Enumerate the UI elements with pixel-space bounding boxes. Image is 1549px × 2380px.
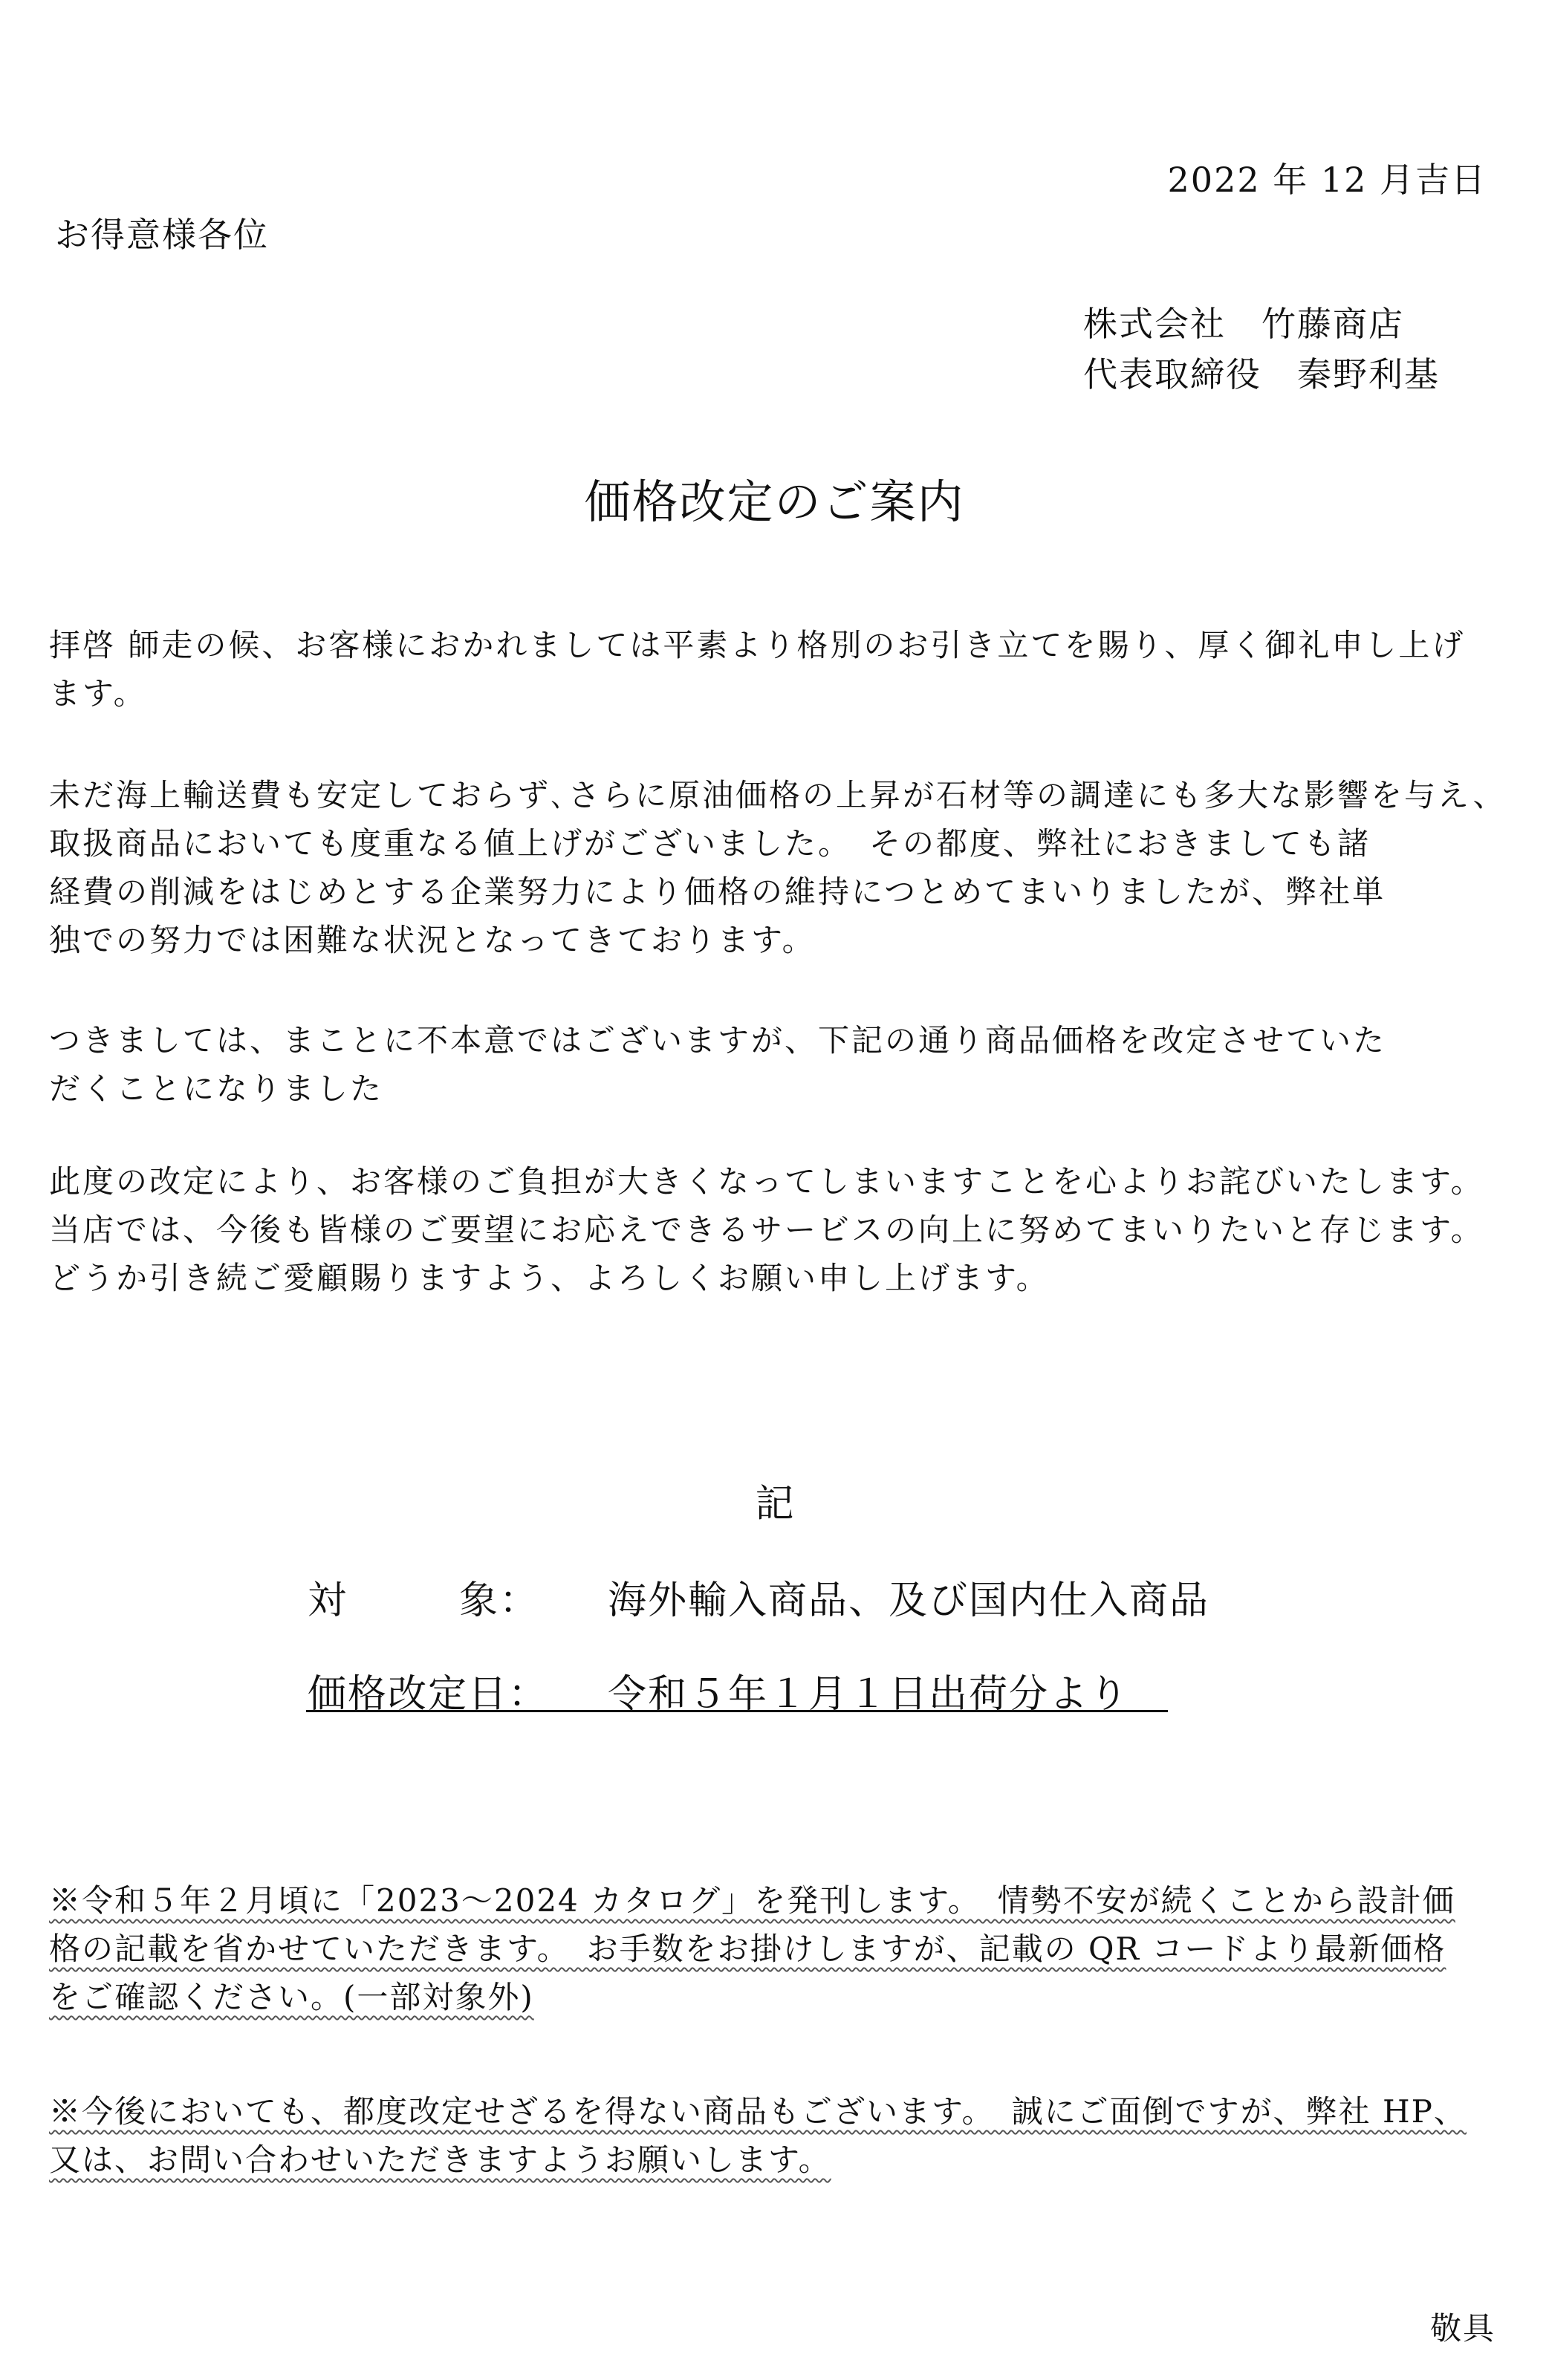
- closing-word: 敬具: [1429, 2310, 1496, 2347]
- greeting-paragraph: [49, 621, 1505, 718]
- body-line: 取扱商品においても度重なる値上げがございました。 その都度、弊社におきましても諸: [49, 825, 1371, 862]
- body-line: 独での努力では困難な状況となってきております。: [49, 922, 816, 958]
- reason-paragraph: [49, 771, 1505, 964]
- note-line: をご確認ください。(一部対象外): [49, 1979, 534, 2015]
- catalog-note: [49, 1876, 1505, 2021]
- body-line: 当店では、今後も皆様のご要望にお応えできるサービスの向上に努めてまいりたいと存じます。: [49, 1212, 1484, 1248]
- note-line: ※令和５年２月頃に「2023～2024 カタログ」を発刊します。 情勢不安が続くことから設計価: [49, 1882, 1455, 1919]
- target-label: [308, 1569, 539, 1625]
- body-line: ます。: [49, 675, 147, 712]
- sender-block: [1083, 299, 1440, 400]
- sender-representative: 代表取締役 秦野利基: [1083, 354, 1440, 394]
- body-line: 経費の削減をはじめとする企業努力により価格の維持につとめてまいりましたが、弊社単: [49, 874, 1386, 910]
- body-line: 未だ海上輸送費も安定しておらず､さらに原油価格の上昇が石材等の調達にも多大な影響を与え、: [49, 777, 1507, 813]
- revision-date-label: 価格改定日：: [308, 1672, 549, 1717]
- document-title: 価格改定のご案内: [584, 475, 965, 529]
- body-line: つきましては、まことに不本意ではございますが、下記の通り商品価格を改定させていた: [49, 1022, 1387, 1059]
- body-line: 拝啓 師走の候、お客様におかれましては平素より格別のお引き立てを賜り、厚く御礼申し上げ: [49, 627, 1466, 663]
- revision-date-underline: [306, 1710, 1168, 1712]
- target-value: 海外輸入商品、及び国内仕入商品: [608, 1578, 1210, 1623]
- revision-date-value: 令和５年１月１日出荷分より: [608, 1672, 1130, 1717]
- note-line: 格の記載を省かせていただきます。 お手数をお掛けしますが、記載の QR コードより最新価格: [49, 1931, 1446, 1967]
- document-date: 2022 年 12 月吉日: [1167, 160, 1487, 200]
- body-line: 此度の改定により、お客様のご負担が大きくなってしまいますことを心よりお詫びいたします。: [49, 1163, 1484, 1200]
- recipient-line: お得意様各位: [55, 215, 269, 255]
- body-line: どうか引き続ご愛顧賜りますよう、よろしくお願い申し上げます。: [49, 1260, 1050, 1296]
- announcement-paragraph: [49, 1016, 1505, 1113]
- note-line: ※今後においても、都度改定せざるを得ない商品もございます。 誠にご面倒ですが、弊社 HP、: [49, 2093, 1467, 2130]
- sender-company: 株式会社 竹藤商店: [1083, 304, 1404, 344]
- ki-heading: 記: [755, 1482, 794, 1526]
- future-revision-note: [49, 2087, 1505, 2184]
- apology-paragraph: [49, 1157, 1505, 1302]
- target-label-a: 対: [308, 1578, 348, 1623]
- body-line: だくことになりました: [49, 1070, 384, 1107]
- note-line: 又は、お問い合わせいただきますようお願いします。: [49, 2142, 831, 2178]
- target-label-b: 象：: [459, 1578, 540, 1623]
